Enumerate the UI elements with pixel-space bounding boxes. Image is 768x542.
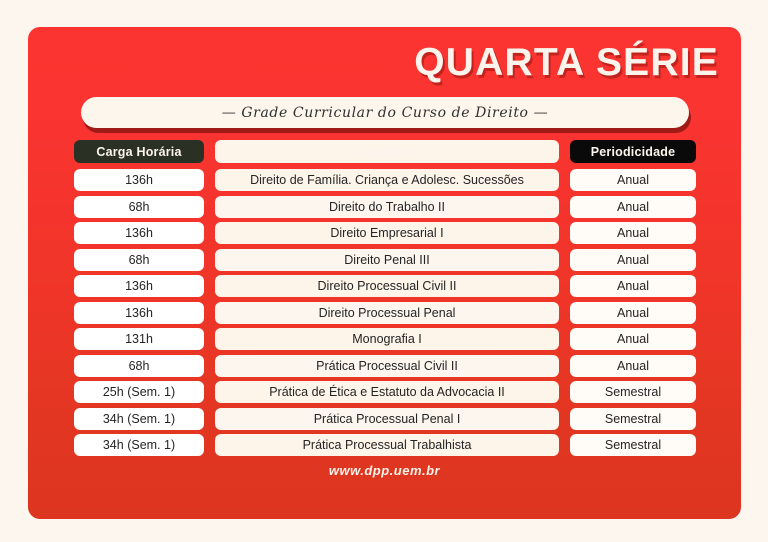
cell-period: Semestral [570,381,696,403]
cell-subject: Direito Processual Civil II [215,275,559,297]
curriculum-table [74,140,696,461]
cell-period: Anual [570,222,696,244]
cell-period: Anual [570,328,696,350]
footer-url[interactable]: www.dpp.uem.br [328,463,441,478]
cell-hours: 34h (Sem. 1) [74,408,204,430]
table-header-row [74,140,696,163]
table-row [74,355,696,377]
cell-hours: 131h [74,328,204,350]
cell-period: Anual [570,249,696,271]
table-row [74,275,696,297]
table-body [74,169,696,456]
cell-hours: 136h [74,302,204,324]
cell-hours: 136h [74,275,204,297]
cell-period: Anual [570,302,696,324]
cell-subject: Monografia I [215,328,559,350]
subtitle-pill [81,97,689,128]
table-row [74,434,696,456]
cell-subject: Prática Processual Trabalhista [215,434,559,456]
table-row [74,408,696,430]
red-card [28,27,741,519]
cell-subject: Prática de Ética e Estatuto da Advocacia II [215,381,559,403]
column-header-subject: Disciplina [215,140,559,163]
table-row [74,169,696,191]
subtitle-banner [81,97,689,129]
cell-period: Semestral [570,408,696,430]
subtitle-text: — Grade Curricular do Curso de Direito — [221,104,549,121]
table-row [74,381,696,403]
cell-hours: 68h [74,249,204,271]
cell-subject: Direito Processual Penal [215,302,559,324]
cell-subject: Prática Processual Penal I [215,408,559,430]
cell-subject: Prática Processual Civil II [215,355,559,377]
cell-hours: 136h [74,169,204,191]
table-row [74,196,696,218]
cell-hours: 68h [74,355,204,377]
cell-subject: Direito Penal III [215,249,559,271]
cell-period: Anual [570,196,696,218]
cell-hours: 68h [74,196,204,218]
cell-period: Semestral [570,434,696,456]
table-row [74,222,696,244]
table-row [74,302,696,324]
column-header-period: Periodicidade [570,140,696,163]
column-header-hours: Carga Horária [74,140,204,163]
cell-subject: Direito de Família. Criança e Adolesc. Sucessões [215,169,559,191]
cell-subject: Direito do Trabalho II [215,196,559,218]
page-title: QUARTA SÉRIE [414,41,719,84]
cell-hours: 136h [74,222,204,244]
cell-subject: Direito Empresarial I [215,222,559,244]
cell-period: Anual [570,355,696,377]
cell-period: Anual [570,169,696,191]
cell-hours: 25h (Sem. 1) [74,381,204,403]
table-row [74,328,696,350]
table-row [74,249,696,271]
cell-hours: 34h (Sem. 1) [74,434,204,456]
cell-period: Anual [570,275,696,297]
